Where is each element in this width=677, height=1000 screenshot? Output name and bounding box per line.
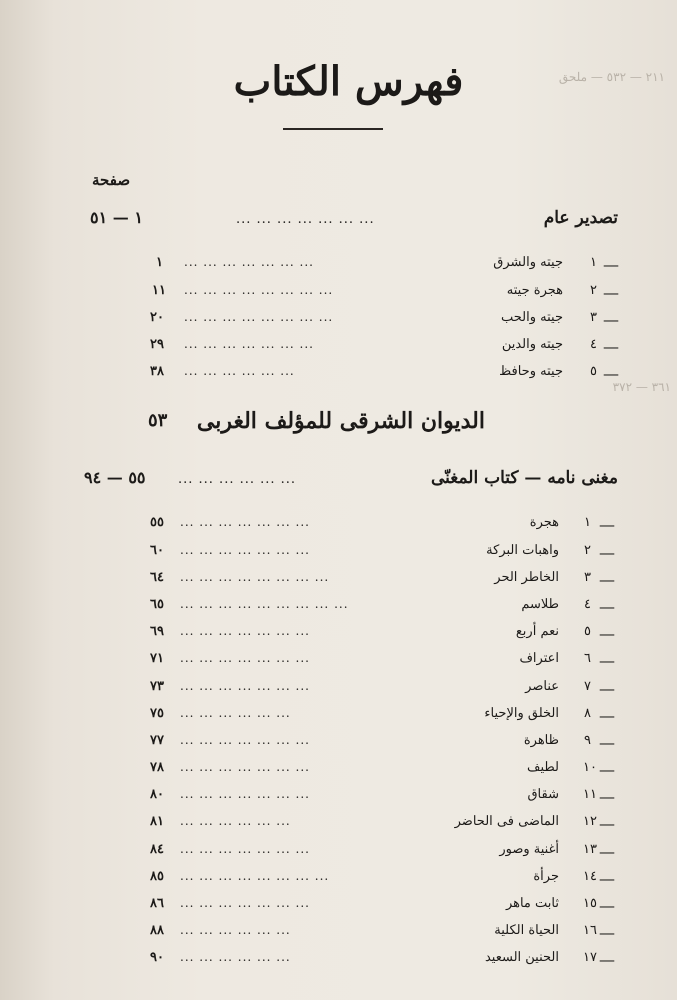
dash: — [599,787,615,806]
item-page: ٢٩ [150,337,164,352]
item-title: الخلق والإحياء [484,706,559,721]
section-pages: ٥٥ — ٩٤ [84,468,146,487]
item-page: ٨٨ [150,923,164,938]
item-page: ١١ [152,283,166,298]
toc-item-row [0,896,677,922]
item-title: جرأة [533,869,559,884]
item-page: ٧٥ [150,706,164,721]
item-title: واهبات البركة [486,543,559,558]
toc-item-row [0,597,677,623]
dot-leader: ... ... ... ... ... ... [180,814,291,828]
item-number: ٥ [590,364,597,379]
dash: — [599,760,615,779]
item-title: لطيف [526,760,559,775]
item-number: ٣ [590,310,597,325]
item-page: ١ [156,255,163,270]
item-page: ٦٤ [150,570,164,585]
item-title: الخاطر الحر [494,570,559,585]
item-title: عناصر [525,679,559,694]
item-page: ٧٣ [150,679,164,694]
dash: — [599,814,615,833]
dash: — [603,337,619,356]
dot-leader: ... ... ... ... ... ... ... ... [180,869,330,883]
item-page: ٦٠ [150,543,164,558]
item-title: جيته والدين [501,337,563,352]
item-title: جيته وحافظ [499,364,563,379]
item-page: ٨٦ [150,896,164,911]
dot-leader: ... ... ... ... ... ... ... [184,337,314,351]
item-page: ٨١ [150,814,164,829]
item-number: ١٤ [583,869,597,884]
toc-item-row [0,842,677,868]
dash: — [603,283,619,302]
item-title: طلاسم [521,597,559,612]
item-number: ١٢ [583,814,597,829]
section-pages: ١ — ٥١ [90,208,143,227]
dot-leader: ... ... ... ... ... ... [178,472,297,487]
item-page: ٩٠ [150,950,164,965]
item-number: ١٧ [583,950,597,965]
toc-item-row [0,733,677,759]
item-title: ثابت ماهر [505,896,559,911]
dash: — [603,255,619,274]
dot-leader: ... ... ... ... ... ... ... [180,787,310,801]
item-title: نعم أربع [515,624,559,639]
part-title: الديوان الشرقى للمؤلف الغربى [196,408,485,434]
dot-leader: ... ... ... ... ... ... ... [180,842,310,856]
item-number: ٢ [584,543,591,558]
item-number: ١٥ [583,896,597,911]
item-page: ٧١ [150,651,164,666]
item-title: الحنين السعيد [484,950,559,965]
dash: — [599,597,615,616]
dot-leader: ... ... ... ... ... ... ... [180,624,310,638]
dot-leader: ... ... ... ... ... ... ... [180,543,310,557]
dot-leader: ... ... ... ... ... ... [180,706,291,720]
item-title: شقاق [527,787,559,802]
item-page: ٥٥ [150,515,164,530]
toc-item-row [0,923,677,949]
toc-item-row [0,624,677,650]
item-title: هجرة جيته [506,283,563,298]
bleed-through-text: ٢١١ — ٥٣٢ — ملحق [558,70,665,84]
item-title: اعتراف [519,651,559,666]
item-number: ٣ [584,570,591,585]
toc-item-row [0,950,677,976]
item-number: ٦ [584,651,591,666]
dot-leader: ... ... ... ... ... ... ... ... [184,310,334,324]
dot-leader: ... ... ... ... ... ... ... [180,651,310,665]
item-page: ٦٥ [150,597,164,612]
part-page: ٥٣ [148,410,168,431]
item-number: ٨ [584,706,591,721]
item-page: ٦٩ [150,624,164,639]
section-title: مغنى نامه — كتاب المغنّى [430,468,618,488]
item-page: ٧٧ [150,733,164,748]
dot-leader: ... ... ... ... ... ... ... [180,679,310,693]
toc-item-row [0,814,677,840]
toc-item-row [0,337,677,363]
toc-item-row [0,570,677,596]
dash: — [599,869,615,888]
item-title: أغنية وصور [499,842,559,857]
dash: — [599,570,615,589]
dot-leader: ... ... ... ... ... ... ... ... [180,570,330,584]
dash: — [599,896,615,915]
dot-leader: ... ... ... ... ... ... ... [236,212,375,227]
item-number: ١٠ [583,760,597,775]
item-page: ٨٥ [150,869,164,884]
toc-item-row [0,364,677,390]
bleed-through-text: ٣٦١ — ٣٧٢ [612,380,671,394]
dot-leader: ... ... ... ... ... ... ... [180,760,310,774]
dash: — [603,310,619,329]
title-underline [283,128,383,130]
item-page: ٨٤ [150,842,164,857]
dot-leader: ... ... ... ... ... ... ... [180,515,310,529]
dash: — [603,364,619,383]
dash: — [599,624,615,643]
dash: — [599,706,615,725]
toc-item-row [0,651,677,677]
item-number: ١٣ [583,842,597,857]
dot-leader: ... ... ... ... ... ... [180,923,291,937]
item-number: ٢ [590,283,597,298]
toc-item-row [0,310,677,336]
item-page: ٧٨ [150,760,164,775]
dash: — [599,651,615,670]
item-number: ١١ [583,787,597,802]
toc-item-row [0,255,677,281]
toc-item-row [0,543,677,569]
item-number: ٧ [584,679,591,694]
item-title: هجرة [529,515,559,530]
item-number: ٥ [584,624,591,639]
item-number: ١٦ [583,923,597,938]
dot-leader: ... ... ... ... ... ... ... ... [184,283,334,297]
item-title: جيته والحب [501,310,563,325]
dash: — [599,515,615,534]
dot-leader: ... ... ... ... ... ... ... [184,255,314,269]
toc-item-row [0,869,677,895]
dot-leader: ... ... ... ... ... ... ... [180,733,310,747]
toc-item-row [0,760,677,786]
dash: — [599,950,615,969]
section-title: تصدير عام [543,208,618,228]
toc-item-row [0,679,677,705]
toc-section-row [0,208,677,234]
item-title: الماضى فى الحاضر [454,814,559,829]
item-number: ٤ [584,597,591,612]
toc-item-row [0,283,677,309]
page-column-header: صفحة [92,171,131,189]
dash: — [599,842,615,861]
page-title: فهرس الكتاب [233,58,464,105]
item-page: ٨٠ [150,787,164,802]
item-number: ٩ [584,733,591,748]
item-title: الحياة الكلية [494,923,559,938]
dot-leader: ... ... ... ... ... ... ... [180,896,310,910]
item-number: ٤ [590,337,597,352]
dot-leader: ... ... ... ... ... ... [180,950,291,964]
toc-item-row [0,706,677,732]
item-title: ظاهرة [523,733,559,748]
item-number: ١ [590,255,597,270]
dot-leader: ... ... ... ... ... ... [184,364,295,378]
toc-section-row [0,468,677,494]
item-title: جيته والشرق [493,255,563,270]
dash: — [599,679,615,698]
dash: — [599,923,615,942]
dash: — [599,733,615,752]
toc-item-row [0,787,677,813]
dash: — [599,543,615,562]
item-number: ١ [584,515,591,530]
dot-leader: ... ... ... ... ... ... ... ... ... [180,597,349,611]
toc-item-row [0,515,677,541]
item-page: ٣٨ [150,364,164,379]
item-page: ٢٠ [150,310,164,325]
